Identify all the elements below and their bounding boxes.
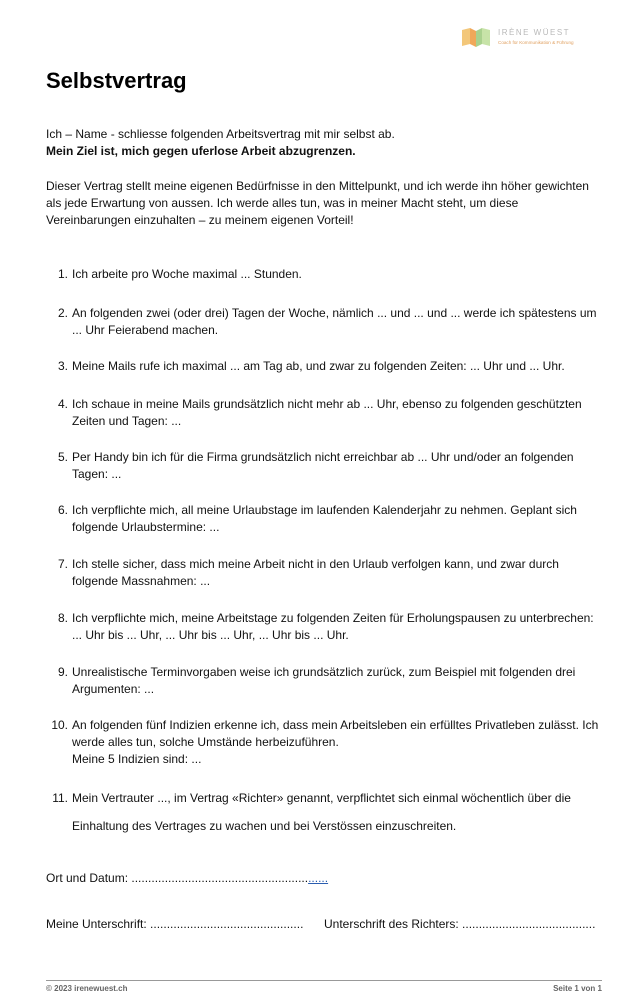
judge-signature-line: Unterschrift des Richters: ........................................	[324, 917, 596, 931]
goal-statement: Mein Ziel ist, mich gegen uferlose Arbeit abzugrenzen.	[46, 144, 356, 158]
item-number: 6.	[57, 503, 68, 517]
footer-copyright: © 2023 irenewuest.ch	[46, 984, 128, 993]
item-text-line: Meine 5 Indizien sind: ...	[72, 752, 202, 766]
item-text: Ich schaue in meine Mails grundsätzlich nicht mehr ab ... Uhr, ebenso zu folgenden geschützten Zeiten und Tagen: ...	[72, 397, 582, 428]
contract-description: Dieser Vertrag stellt meine eigenen Bedürfnisse in den Mittelpunkt, und ich werde ihn höher gewichten als jede Erwartung von aussen. Ich werde alles tun, was in meiner Macht steht, um diese Vereinbarungen einzuhalten – zu meinem eigenen Vorteil!	[46, 179, 589, 227]
my-signature-line: Meine Unterschrift: ..............................................	[46, 917, 304, 931]
item-text: Meine Mails rufe ich maximal ... am Tag ab, und zwar zu folgenden Zeiten: ... Uhr und ... Uhr.	[72, 359, 565, 373]
logo	[460, 26, 610, 52]
item-text: Per Handy bin ich für die Firma grundsätzlich nicht erreichbar ab ... Uhr und/oder an folgenden Tagen: ...	[72, 450, 574, 481]
intro	[46, 126, 606, 160]
item-text	[72, 717, 602, 768]
item-number: 5.	[57, 450, 68, 464]
item-text: Unrealistische Terminvorgaben weise ich grundsätzlich zurück, zum Beispiel mit folgenden drei Argumenten: ...	[72, 665, 576, 696]
book-logo-icon	[460, 26, 492, 48]
item-number: 11.	[52, 791, 68, 805]
logo-subtitle: Coach für Kommunikation & Führung	[498, 40, 574, 45]
footer-page-number: Seite 1 von 1	[553, 984, 602, 993]
item-number: 4.	[57, 397, 68, 411]
item-text: Mein Vertrauter ..., im Vertrag «Richter» genannt, verpflichtet sich einmal wöchentlich über die Einhaltung des Vertrages zu wachen und bei Verstössen einzuschreiten.	[72, 791, 571, 833]
item-text: An folgenden zwei (oder drei) Tagen der Woche, nämlich ... und ... und ... werde ich spätestens um ... Uhr Feierabend machen.	[72, 306, 597, 337]
item-text: Ich stelle sicher, dass mich meine Arbeit nicht in den Urlaub verfolgen kann, und zwar durch folgende Massnahmen: ...	[72, 557, 559, 588]
place-date-dots: .....................................................	[131, 871, 309, 885]
place-date-label: Ort und Datum:	[46, 871, 132, 885]
item-text: Ich arbeite pro Woche maximal ... Stunden.	[72, 267, 302, 281]
item-number: 9.	[57, 665, 68, 679]
logo-name: IRÈNE WÜEST	[498, 28, 571, 37]
item-number: 2.	[57, 306, 68, 320]
place-date-line	[46, 871, 328, 885]
item-text: Ich verpflichte mich, all meine Urlaubstage im laufenden Kalenderjahr zu nehmen. Geplant sich folgende Urlaubstermine: ...	[72, 503, 577, 534]
item-text: Ich verpflichte mich, meine Arbeitstage zu folgenden Zeiten für Erholungspausen zu unterbrechen: ... Uhr bis ... Uhr, ... Uhr bis ... Uhr, ... Uhr bis ... Uhr.	[72, 611, 594, 642]
item-number: 7.	[57, 557, 68, 571]
item-number: 1.	[57, 267, 68, 281]
page-title: Selbstvertrag	[46, 68, 187, 93]
place-date-link[interactable]: ......	[308, 871, 329, 885]
item-number: 10.	[51, 718, 68, 732]
item-text-line: An folgenden fünf Indizien erkenne ich, dass mein Arbeitsleben ein erfülltes Privatleben zulässt. Ich werde alles tun, solche Umstände herbeizuführen.	[72, 718, 599, 749]
item-number: 3.	[57, 359, 68, 373]
footer-divider	[46, 980, 602, 981]
intro-line: Ich – Name - schliesse folgenden Arbeitsvertrag mit mir selbst ab.	[46, 127, 395, 141]
item-number: 8.	[57, 611, 68, 625]
